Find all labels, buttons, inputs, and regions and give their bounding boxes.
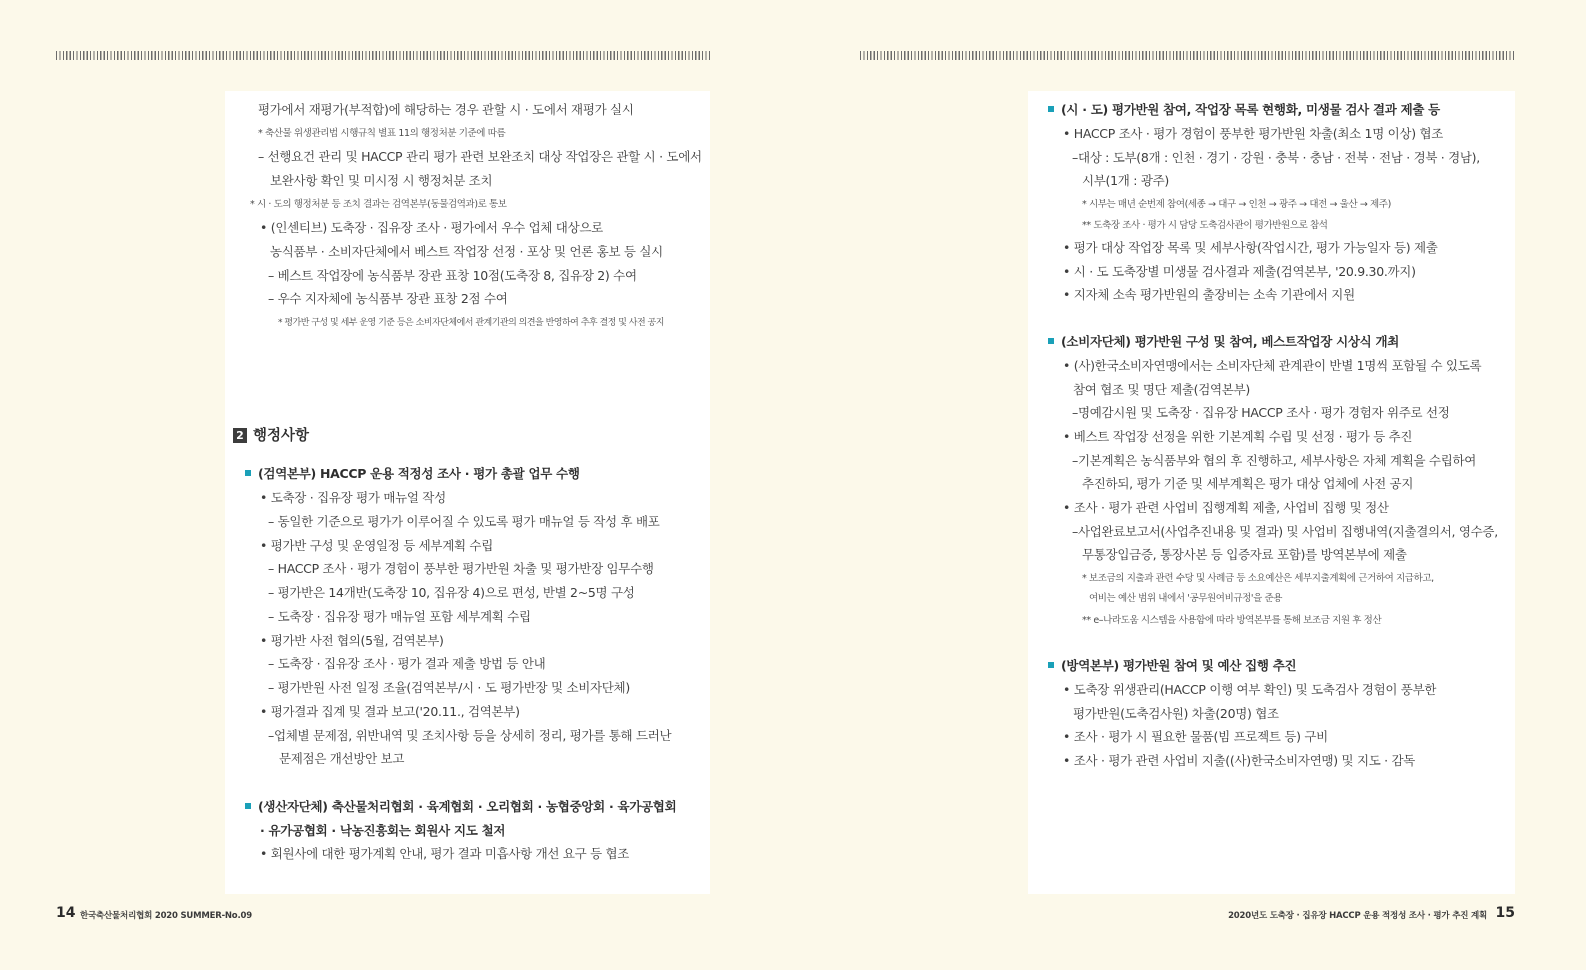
section-number: 2 [233, 428, 247, 443]
block-title: (방역본부) 평가반원 참여 및 예산 집행 추진 [1048, 658, 1296, 674]
text-line: – 도축장 · 집유장 평가 매뉴얼 포함 세부계획 수립 [268, 609, 531, 624]
text-line: • HACCP 조사 · 평가 경험이 풍부한 평가반원 차출(최소 1명 이상) 협조 [1063, 126, 1444, 141]
text-line: –기본계획은 농식품부와 협의 후 진행하고, 세부사항은 자체 계획을 수립하여 [1072, 453, 1477, 468]
text-line: 농식품부 · 소비자단체에서 베스트 작업장 선정 · 포상 및 언론 홍보 등 실시 [270, 244, 663, 259]
block-title: (검역본부) HACCP 운용 적정성 조사 · 평가 총괄 업무 수행 [245, 466, 580, 482]
footnote-line: * 평가반 구성 및 세부 운영 기준 등은 소비자단체에서 관계기관의 의견을 반영하여 추후 결정 및 사전 공지 [278, 318, 664, 328]
text-line: – HACCP 조사 · 평가 경험이 풍부한 평가반원 차출 및 평가반장 임무수행 [268, 561, 654, 576]
square-bullet-icon [245, 470, 251, 476]
right-dotted-rule [860, 51, 1516, 60]
text-line: – 베스트 작업장에 농식품부 장관 표창 10점(도축장 8, 집유장 2) 수여 [268, 268, 637, 283]
text-line: – 평가반원 사전 일정 조율(검역본부/시 · 도 평가반장 및 소비자단체) [268, 680, 630, 695]
text-line: • 평가반 구성 및 운영일정 등 세부계획 수립 [260, 538, 493, 553]
footer-text: 2020년도 도축장 · 집유장 HACCP 운용 적정성 조사 · 평가 추진 계획 [1228, 911, 1487, 921]
page-number: 14 [56, 905, 76, 921]
text-line: – 평가반은 14개반(도축장 10, 집유장 4)으로 편성, 반별 2~5명 구성 [268, 585, 635, 600]
text-line: 보완사항 확인 및 미시정 시 행정처분 조치 [270, 173, 493, 188]
text-line: • 시 · 도 도축장별 미생물 검사결과 제출(검역본부, '20.9.30.까지) [1063, 264, 1416, 279]
text-line: 추진하되, 평가 기준 및 세부계획은 평가 대상 업체에 사전 공지 [1082, 476, 1414, 491]
square-bullet-icon [1048, 338, 1054, 344]
block-title: (생산자단체) 축산물처리협회 · 육계협회 · 오리협회 · 농협중앙회 · 육가공협회 [245, 799, 676, 815]
text-line: • 평가 대상 작업장 목록 및 세부사항(작업시간, 평가 가능일자 등) 제출 [1063, 240, 1438, 255]
text-line: – 동일한 기준으로 평가가 이루어질 수 있도록 평가 매뉴얼 등 작성 후 배포 [268, 514, 660, 529]
text-line: • (사)한국소비자연맹에서는 소비자단체 관계관이 반별 1명씩 포함될 수 있도록 [1063, 358, 1482, 373]
square-bullet-icon [1048, 106, 1054, 112]
text-line: 평가반원(도축검사원) 차출(20명) 협조 [1073, 706, 1279, 721]
footnote-line: ** 도축장 조사 · 평가 시 담당 도축검사관이 평가반원으로 참석 [1082, 220, 1328, 231]
square-bullet-icon [245, 803, 251, 809]
block-title: (시 · 도) 평가반원 참여, 작업장 목록 현행화, 미생물 검사 결과 제출 등 [1048, 102, 1440, 118]
text-line: • 조사 · 평가 시 필요한 물품(빔 프로젝트 등) 구비 [1063, 729, 1328, 744]
footnote-line: * 시부는 매년 순번제 참여(세종 → 대구 → 인천 → 광주 → 대전 → 울산 → 제주) [1082, 199, 1391, 210]
text-line: • (인센티브) 도축장 · 집유장 조사 · 평가에서 우수 업체 대상으로 [260, 220, 603, 235]
text-line: –사업완료보고서(사업추진내용 및 결과) 및 사업비 집행내역(지출결의서, 영수증, [1072, 524, 1498, 539]
text-line: • 평가결과 집계 및 결과 보고('20.11., 검역본부) [260, 704, 520, 719]
footer-text: 한국축산물처리협회 2020 SUMMER-No.09 [80, 911, 252, 921]
text-line: – 도축장 · 집유장 조사 · 평가 결과 제출 방법 등 안내 [268, 656, 546, 671]
text-line: • 평가반 사전 협의(5월, 검역본부) [260, 633, 444, 648]
text-line: • 도축장 · 집유장 평가 매뉴얼 작성 [260, 490, 446, 505]
page-number: 15 [1495, 905, 1515, 921]
footnote-line: 여비는 예산 범위 내에서 '공무원여비규정'을 준용 [1089, 593, 1283, 604]
text-line: –업체별 문제점, 위반내역 및 조치사항 등을 상세히 정리, 평가를 통해 드러난 [268, 728, 672, 743]
text-line: 문제점은 개선방안 보고 [279, 751, 405, 766]
block-title-continued: · 유가공협회 · 낙농진흥회는 회원사 지도 철저 [260, 823, 506, 838]
footnote-line: * 축산물 위생관리법 시행규칙 별표 11의 행정처분 기준에 따름 [258, 128, 506, 139]
footnote-line: * 보조금의 지출과 관련 수당 및 사례금 등 소요예산은 세부지출계획에 근거하여 지급하고, [1082, 573, 1434, 584]
text-line: 시부(1개 : 광주) [1082, 173, 1169, 188]
text-line: 평가에서 재평가(부적합)에 해당하는 경우 관할 시 · 도에서 재평가 실시 [258, 102, 634, 117]
text-line: • 조사 · 평가 관련 사업비 지출((사)한국소비자연맹) 및 지도 · 감독 [1063, 753, 1416, 768]
text-line: • 지자체 소속 평가반원의 출장비는 소속 기관에서 지원 [1063, 287, 1355, 302]
text-line: • 베스트 작업장 선정을 위한 기본계획 수립 및 선정 · 평가 등 추진 [1063, 429, 1413, 444]
square-bullet-icon [1048, 662, 1054, 668]
text-line: • 조사 · 평가 관련 사업비 집행계획 제출, 사업비 집행 및 정산 [1063, 500, 1389, 515]
text-line: 무통장입금증, 통장사본 등 입증자료 포함)를 방역본부에 제출 [1082, 547, 1407, 562]
footnote-line: * 시 · 도의 행정처분 등 조치 결과는 검역본부(동물검역과)로 통보 [250, 199, 507, 210]
text-line: –명예감시원 및 도축장 · 집유장 HACCP 조사 · 평가 경험자 위주로 선정 [1072, 405, 1450, 420]
text-line: – 우수 지자체에 농식품부 장관 표창 2점 수여 [268, 291, 508, 306]
left-dotted-rule [56, 51, 711, 60]
footnote-line: ** e–나라도움 시스템을 사용함에 따라 방역본부를 통해 보조금 지원 후 정산 [1082, 615, 1382, 626]
block-title: (소비자단체) 평가반원 구성 및 참여, 베스트작업장 시상식 개최 [1048, 334, 1399, 350]
text-line: – 선행요건 관리 및 HACCP 관리 평가 관련 보완조치 대상 작업장은 관할 시 · 도에서 [258, 149, 702, 164]
section-title: 행정사항 [253, 428, 310, 444]
section-heading [233, 424, 309, 445]
text-line: –대상 : 도부(8개 : 인천 · 경기 · 강원 · 충북 · 충남 · 전북 · 전남 · 경북 · 경남), [1072, 150, 1480, 165]
text-line: 참여 협조 및 명단 제출(검역본부) [1073, 382, 1250, 397]
text-line: • 회원사에 대한 평가계획 안내, 평가 결과 미흡사항 개선 요구 등 협조 [260, 846, 630, 861]
text-line: • 도축장 위생관리(HACCP 이행 여부 확인) 및 도축검사 경험이 풍부한 [1063, 682, 1437, 697]
